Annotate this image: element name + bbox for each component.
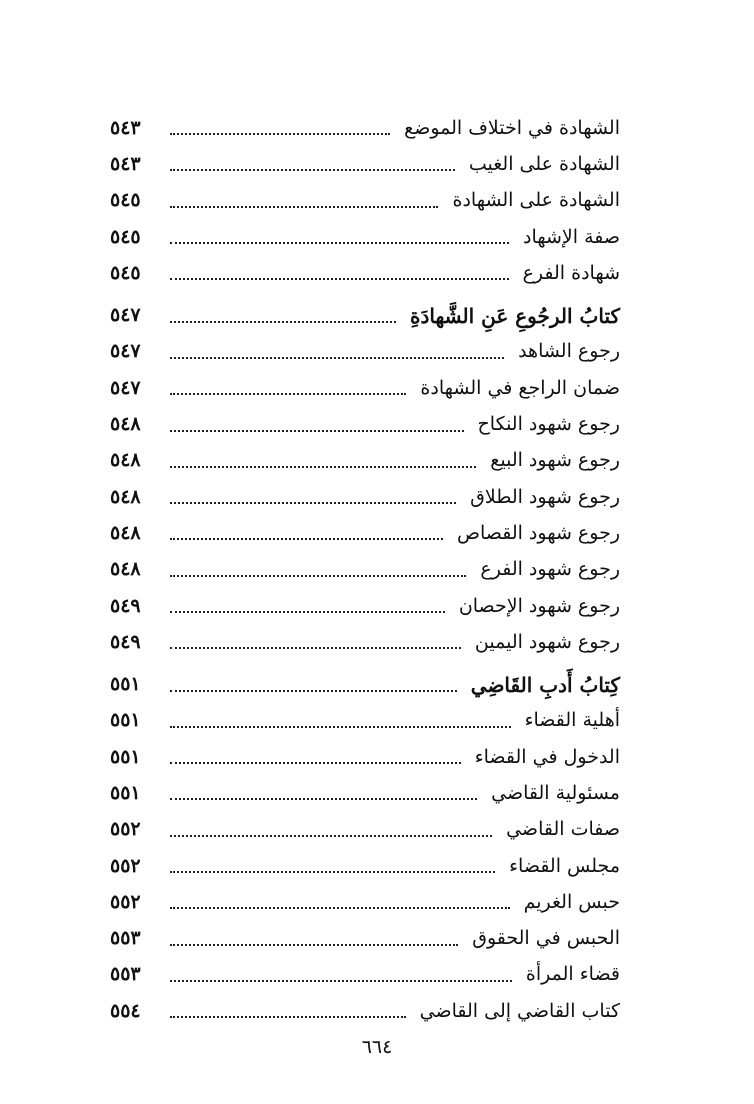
dot-leader bbox=[170, 502, 456, 504]
toc-entry-page-number: ٥٥٢ bbox=[110, 818, 141, 841]
toc-entry-page-number: ٥٤٧ bbox=[110, 304, 141, 327]
toc-entry bbox=[110, 921, 620, 957]
toc-entry-page-number: ٥٥٢ bbox=[110, 854, 141, 877]
dot-leader bbox=[170, 242, 509, 244]
toc-entry-page-number: ٥٥١ bbox=[110, 673, 141, 696]
toc-entry bbox=[110, 183, 620, 219]
dot-leader bbox=[170, 726, 511, 728]
toc-entry-title: الحبس في الحقوق bbox=[472, 927, 620, 950]
toc-entry bbox=[110, 443, 620, 479]
toc-entry-title: ضمان الراجع في الشهادة bbox=[420, 376, 620, 399]
toc-entry-page-number: ٥٥٣ bbox=[110, 963, 141, 986]
toc-entry-page-number: ٥٤٥ bbox=[110, 189, 141, 212]
toc-entry-title: مسئولية القاضي bbox=[491, 781, 620, 804]
dot-leader bbox=[170, 357, 504, 359]
dot-leader bbox=[170, 393, 406, 395]
dot-leader bbox=[170, 169, 455, 171]
toc-entry bbox=[110, 479, 620, 515]
dot-leader bbox=[170, 762, 461, 764]
toc-chapter-heading bbox=[110, 297, 620, 333]
dot-leader bbox=[170, 278, 509, 280]
toc-entry bbox=[110, 219, 620, 255]
dot-leader bbox=[170, 835, 492, 837]
toc-entry-page-number: ٥٥٢ bbox=[110, 890, 141, 913]
toc-entry-page-number: ٥٤٧ bbox=[110, 376, 141, 399]
toc-entry bbox=[110, 775, 620, 811]
toc-entry-title: رجوع شهود الفرع bbox=[480, 558, 620, 581]
toc-entry bbox=[110, 624, 620, 660]
toc-entry bbox=[110, 334, 620, 370]
toc-entry-page-number: ٥٤٧ bbox=[110, 340, 141, 363]
dot-leader bbox=[170, 206, 438, 208]
toc-entry bbox=[110, 884, 620, 920]
dot-leader bbox=[170, 690, 457, 692]
toc-entry-page-number: ٥٥١ bbox=[110, 745, 141, 768]
toc-entry-page-number: ٥٥٣ bbox=[110, 927, 141, 950]
toc-entry-title: رجوع شهود النكاح bbox=[477, 413, 620, 436]
toc-entry-title: قضاء المرأة bbox=[525, 963, 620, 986]
dot-leader bbox=[170, 980, 512, 982]
toc-entry bbox=[110, 812, 620, 848]
dot-leader bbox=[170, 944, 458, 946]
toc-entry-page-number: ٥٤٨ bbox=[110, 413, 141, 436]
toc-entry-title: حبس الغريم bbox=[523, 890, 620, 913]
toc-entry bbox=[110, 552, 620, 588]
toc-entry bbox=[110, 515, 620, 551]
toc-entry-page-number: ٥٤٨ bbox=[110, 558, 141, 581]
toc-entry-title: كتابُ الرجُوعِ عَنِ الشَّهادَةِ bbox=[409, 303, 620, 328]
toc-entry-title: الدخول في القضاء bbox=[474, 745, 620, 768]
dot-leader bbox=[170, 647, 461, 649]
dot-leader bbox=[170, 321, 396, 323]
toc-entry-page-number: ٥٤٥ bbox=[110, 261, 141, 284]
toc-entry-page-number: ٥٥١ bbox=[110, 781, 141, 804]
dot-leader bbox=[170, 466, 476, 468]
toc-entry-page-number: ٥٤٩ bbox=[110, 630, 141, 653]
toc-entry bbox=[110, 255, 620, 291]
toc-entry-title: رجوع شهود القصاص bbox=[456, 521, 620, 544]
toc-entry bbox=[110, 739, 620, 775]
toc-entry bbox=[110, 370, 620, 406]
dot-leader bbox=[170, 611, 445, 613]
toc-entry-page-number: ٥٥٤ bbox=[110, 999, 141, 1022]
toc-entry-page-number: ٥٤٨ bbox=[110, 449, 141, 472]
toc-entry-title: الشهادة على الشهادة bbox=[452, 189, 620, 212]
table-of-contents bbox=[110, 110, 620, 1029]
toc-entry-page-number: ٥٤٨ bbox=[110, 485, 141, 508]
toc-entry-title: الشهادة على الغيب bbox=[468, 152, 620, 175]
page-number: ٦٦٤ bbox=[361, 1036, 393, 1058]
toc-entry-page-number: ٥٤٣ bbox=[110, 152, 141, 175]
toc-entry-title: رجوع شهود الإحصان bbox=[458, 594, 620, 617]
dot-leader bbox=[170, 430, 464, 432]
toc-entry-page-number: ٥٤٣ bbox=[110, 116, 141, 139]
toc-entry-title: صفة الإشهاد bbox=[522, 225, 620, 248]
toc-entry-title: كِتابُ أَدبِ القَاضِي bbox=[470, 672, 620, 697]
toc-entry-title: رجوع شهود الطلاق bbox=[470, 485, 620, 508]
toc-entry bbox=[110, 146, 620, 182]
toc-entry-title: مجلس القضاء bbox=[509, 854, 620, 877]
toc-entry-title: صفات القاضي bbox=[506, 818, 620, 841]
toc-entry-title: شهادة الفرع bbox=[522, 261, 620, 284]
toc-entry bbox=[110, 588, 620, 624]
toc-entry-title: أهلية القضاء bbox=[524, 709, 620, 732]
dot-leader bbox=[170, 871, 495, 873]
toc-chapter-heading bbox=[110, 666, 620, 702]
toc-entry-page-number: ٥٥١ bbox=[110, 709, 141, 732]
dot-leader bbox=[170, 575, 466, 577]
toc-entry-page-number: ٥٤٨ bbox=[110, 521, 141, 544]
toc-entry bbox=[110, 703, 620, 739]
toc-entry-title: كتاب القاضي إلى القاضي bbox=[419, 999, 620, 1022]
dot-leader bbox=[170, 1016, 406, 1018]
dot-leader bbox=[170, 133, 390, 135]
toc-entry bbox=[110, 110, 620, 146]
toc-entry-page-number: ٥٤٥ bbox=[110, 225, 141, 248]
toc-entry-title: الشهادة في اختلاف الموضع bbox=[404, 116, 620, 139]
toc-entry bbox=[110, 848, 620, 884]
dot-leader bbox=[170, 538, 443, 540]
dot-leader bbox=[170, 798, 477, 800]
toc-entry-title: رجوع شهود البيع bbox=[490, 449, 620, 472]
toc-entry-title: رجوع الشاهد bbox=[518, 340, 620, 363]
toc-entry bbox=[110, 406, 620, 442]
dot-leader bbox=[170, 907, 510, 909]
toc-entry-title: رجوع شهود اليمين bbox=[474, 630, 620, 653]
toc-entry-page-number: ٥٤٩ bbox=[110, 594, 141, 617]
toc-entry bbox=[110, 993, 620, 1029]
toc-entry bbox=[110, 957, 620, 993]
